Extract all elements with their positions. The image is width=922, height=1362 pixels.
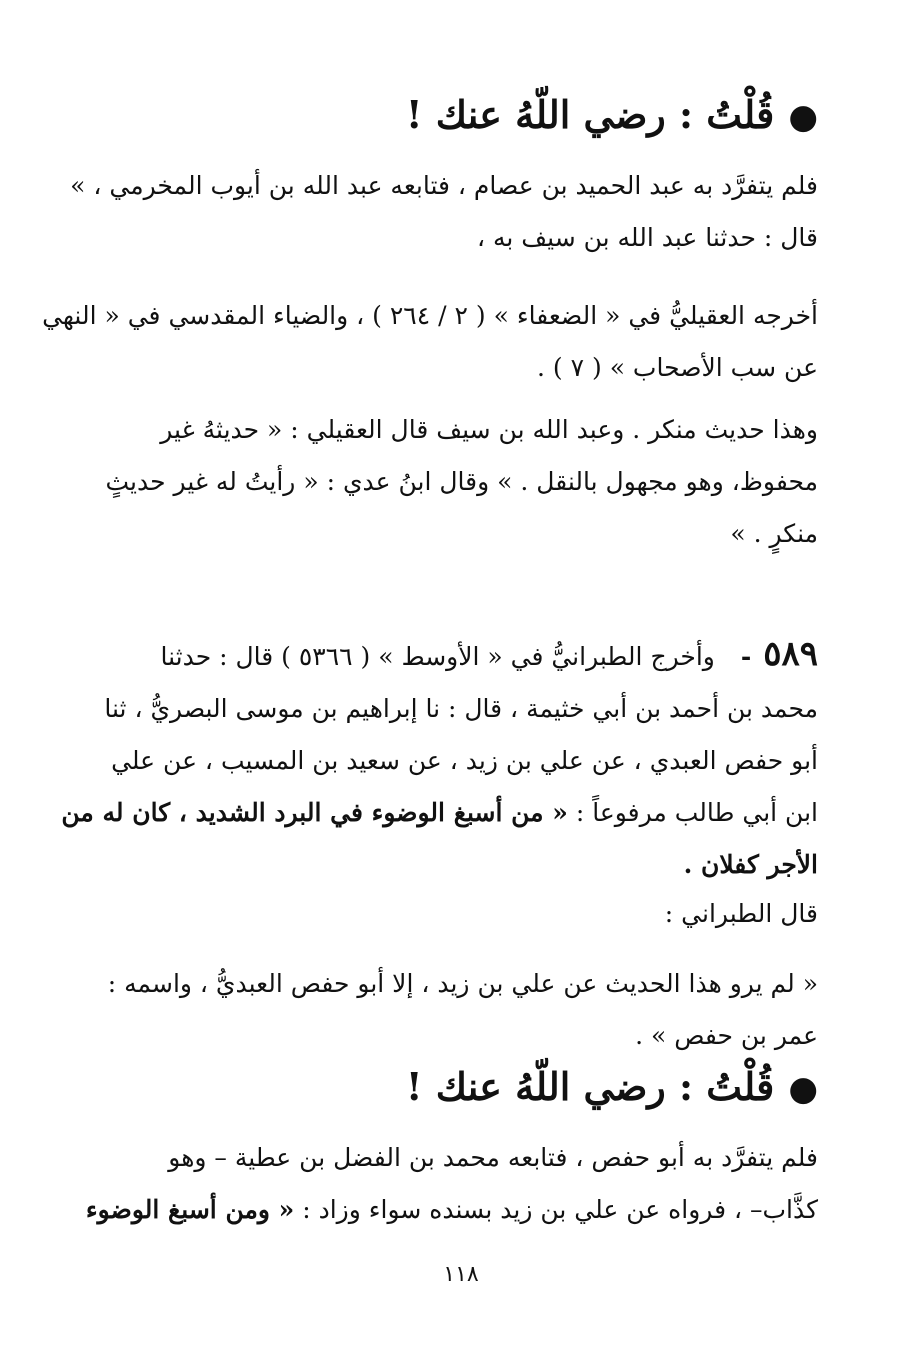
text-line: منكرٍ . » <box>730 519 818 548</box>
hadith-text: وأخرج الطبرانيُّ في « الأوسط » ( ٥٣٦٦ ) قال : حدثنا <box>160 642 715 671</box>
hadith-entry-589 <box>61 628 818 891</box>
text-line: محفوظ، وهو مجهول بالنقل . » وقال ابنُ عدي : « رأيتُ له غير حديثٍ <box>105 467 818 496</box>
bullet-icon: ● <box>788 97 818 137</box>
page-number: ١١٨ <box>443 1262 479 1287</box>
section-heading <box>406 1064 818 1109</box>
text-line: فلم يتفرَّد به عبد الحميد بن عصام ، فتابعه عبد الله بن أيوب المخرمي ، » <box>70 171 818 200</box>
text-line: قال الطبراني : <box>664 899 818 928</box>
text-line <box>61 787 818 839</box>
heading-text: قُلْتُ : رضي اللّهُ عنك ! <box>405 92 775 137</box>
paragraph-tabarani-quote <box>102 958 818 1062</box>
text-line: وهذا حديث منكر . وعبد الله بن سيف قال العقيلي : « حديثهُ غير <box>160 415 818 444</box>
text-line: فلم يتفرَّد به أبو حفص ، فتابعه محمد بن الفضل بن عطية – وهو <box>168 1143 818 1172</box>
hadith-matn: « من أسبغ الوضوء في البرد الشديد ، كان له من <box>61 798 568 827</box>
section-heading <box>406 92 818 137</box>
text-line: قال : حدثنا عبد الله بن سيف به ، <box>476 223 818 252</box>
text-line: محمد بن أحمد بن أبي خثيمة ، قال : نا إبراهيم بن موسى البصريُّ ، ثنا <box>104 694 818 723</box>
paragraph-tabarani-label <box>102 888 818 940</box>
hadith-number: ٥٨٩ <box>763 634 818 674</box>
text-line: « لم يرو هذا الحديث عن علي بن زيد ، إلا أبو حفص العبديُّ ، واسمه : <box>107 969 818 998</box>
text-line: عن سب الأصحاب » ( ٧ ) . <box>537 353 818 382</box>
text-line <box>85 1184 818 1236</box>
hadith-text: ابن أبي طالب مرفوعاً : <box>567 798 818 827</box>
paragraph-grading <box>102 404 818 560</box>
heading-text: قُلْتُ : رضي اللّهُ عنك ! <box>405 1064 775 1109</box>
hadith-dash: - <box>740 642 752 671</box>
text-line: عمر بن حفص » . <box>635 1021 818 1050</box>
paragraph-follow-up <box>70 160 818 264</box>
hadith-matn: الأجر كفلان . <box>683 850 818 879</box>
paragraph-follow-up-2 <box>85 1132 818 1236</box>
text-line <box>102 628 818 683</box>
bullet-icon: ● <box>788 1069 818 1109</box>
hadith-matn: « ومن أسبغ الوضوء <box>85 1195 295 1224</box>
text-line: أبو حفص العبدي ، عن علي بن زيد ، عن سعيد بن المسيب ، عن علي <box>111 746 818 775</box>
text-plain: كذَّاب– ، فرواه عن علي بن زيد بسنده سواء وزاد : <box>294 1195 818 1224</box>
paragraph-takhrij <box>42 290 818 394</box>
text-line: أخرجه العقيليُّ في « الضعفاء » ( ٢ / ٢٦٤ ) ، والضياء المقدسي في « النهي <box>42 301 818 330</box>
